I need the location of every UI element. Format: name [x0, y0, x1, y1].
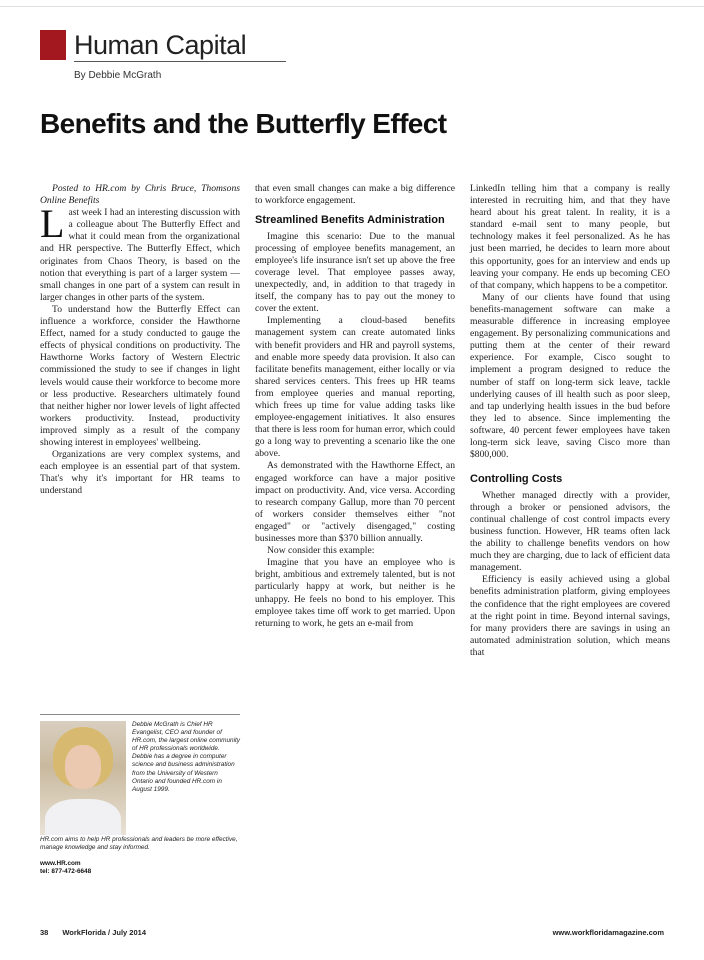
author-contact	[40, 860, 91, 876]
paragraph: Implementing a cloud-based benefits management system can create automated links with benefit providers and HR and payroll systems, and enable more speedy data provision. It also can facilitate benefits management, either locally or via shared services centers. This frees up HR teams from employee queries and manual reporting, which frees up time for value adding tasks like employee-engagement initiatives. It also ensures that there is less room for human error, which could go a long way to preventing a scenario like the one above.	[255, 315, 455, 460]
author-bio-box	[40, 714, 240, 882]
subhead-streamlined-benefits: Streamlined Benefits Administration	[255, 214, 445, 227]
first-paragraph	[40, 201, 240, 304]
page-number: 38	[40, 928, 49, 937]
article-column-1	[40, 183, 240, 497]
paragraph: As demonstrated with the Hawthorne Effect, an engaged workforce can have a major positive impact on productivity. And, vice versa. According to research company Gallup, more than 70 percent of workers consider themselves either "not engaged" or "actively disengaged," costing businesses more than $370 billion annually.	[255, 460, 455, 545]
paragraph: Imagine this scenario: Due to the manual processing of employee benefits management, an employee's life insurance isn't set up above the free coverage level. That employee passes away, unexpectedly, and, in addition to that tragedy in itself, the company has to pay out the money to cover the extent.	[255, 230, 455, 315]
drop-cap: L	[40, 201, 65, 247]
paragraph: Efficiency is easily achieved using a global benefits administration platform, giving employees the confidence that the right employees are covered at the right point in time. Beyond internal savings, for many providers there are savings in using an automated administration solution, which means that	[470, 574, 670, 658]
paragraph: Many of our clients have found that using benefits-management software can make a measurable difference in increasing employee engagement. By personalizing communications and putting them at the center of their reward experience. For example, Cisco sought to implement a program designed to reduce the number of staff on long-term sick leave, tackle underlying causes of ill health such as poor sleep, and tap underlying health issues in the bud before they led to absence. Since implementing the software, 40 percent fewer employees have taken long-term sick leave, saving Cisco more than $800,000.	[470, 291, 670, 461]
author-bio-text-continued: HR.com aims to help HR professionals and leaders be more effective, manage knowledge and stay informed.	[40, 836, 238, 852]
top-rule	[0, 0, 704, 7]
paragraph: Imagine that you have an employee who is bright, ambitious and extremely talented, but is not particularly happy at work, but neither is he unhappy. He feels no bond to his employer. This employee takes time off work to get married. Upon returning to work, he gets an e-mail from	[255, 557, 455, 629]
article-headline: Benefits and the Butterfly Effect	[40, 108, 447, 139]
author-photo	[40, 721, 126, 835]
author-phone: tel: 877-472-6648	[40, 868, 92, 876]
subhead-controlling-costs: Controlling Costs	[470, 473, 563, 486]
author-website[interactable]: www.HR.com	[40, 860, 81, 867]
section-title: Human Capital	[74, 29, 247, 60]
paragraph: Now consider this example:	[267, 545, 375, 557]
paragraph: To understand how the Butterfly Effect can influence a workforce, consider the Hawthorne Effect, named for a study conducted to gauge the effects of physical conditions on productivity. The Hawthorne Works factory of Western Electric commissioned the study to see if changes in light levels would cause their workforce to become more or less productive. Researchers ultimately found that neither higher nor lower levels of light affected workers productivity. Instead, productivity improved simply as a result of the company showing interest in employees' wellbeing.	[40, 303, 240, 448]
paragraph: Organizations are very complex systems, and each employee is an essential part of that system. That's why it's important for HR teams to understand	[40, 449, 240, 497]
byline: By Debbie McGrath	[74, 70, 162, 81]
author-bio-text: Debbie McGrath is Chief HR Evangelist, CEO and founder of HR.com, the largest online community of HR professionals worldwide. Debbie has a degree in computer science and business administration from the University of Western Ontario and founded HR.com in August 1999.	[132, 721, 240, 793]
posted-credit: Posted to HR.com by Chris Bruce, Thomsons Online Benefits	[40, 183, 240, 207]
paragraph: Whether managed directly with a provider, through a broker or pensioned advisors, the continual challenge of cost control impacts every business function. However, HR teams often lack the ability to challenge benefits vendors on how much they are charging, due to lack of efficient data management.	[470, 489, 670, 574]
publication-name: WorkFlorida / July 2014	[62, 928, 146, 937]
article-column-3	[470, 183, 670, 659]
section-color-bar	[40, 30, 66, 60]
footer-website[interactable]: www.workfloridamagazine.com	[552, 928, 664, 937]
paragraph: that even small changes can make a big difference to workforce engagement.	[255, 183, 455, 207]
header-underline	[74, 61, 286, 62]
footer-left	[40, 928, 160, 937]
paragraph-text: ast week I had an interesting discussion with a colleague about The Butterfly Effect and what it could mean from the organizational and HR perspective. The Butterfly Effect, which originates from Chaos Theory, is based on the notion that everything is part of a larger system — small changes in one part of a system can result in larger changes in other parts of the system.	[40, 207, 240, 303]
section-header	[40, 30, 246, 60]
article-column-2	[255, 183, 455, 630]
paragraph: LinkedIn telling him that a company is really interested in recruiting him, and that they have heard about his great talent. In reality, it is a standard e-mail sent to many people, but technology makes it feel personalized. As he has just been married, he decides to learn more about this opportunity, goes for an interview and ends up leaving your company. He ends up becoming CEO of that company, which happens to be a competitor.	[470, 183, 670, 291]
